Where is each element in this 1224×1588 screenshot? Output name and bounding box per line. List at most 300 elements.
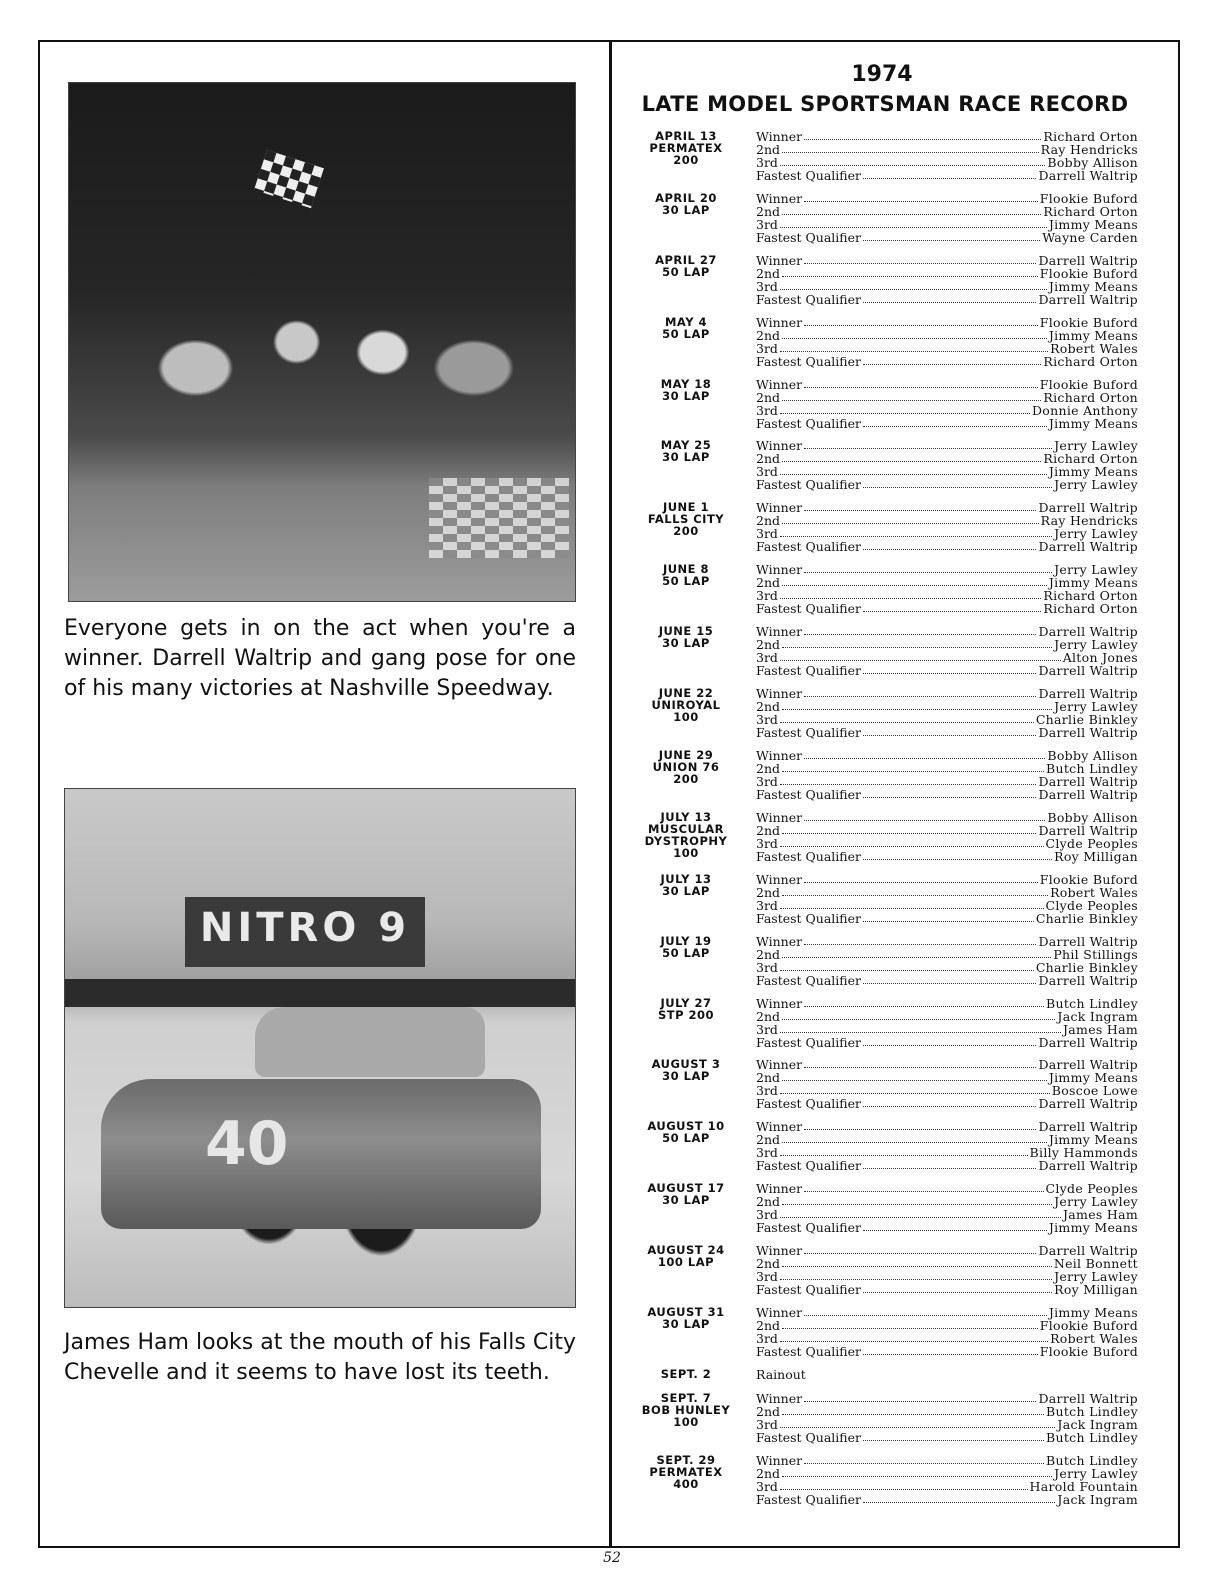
driver-name: Darrell Waltrip (1038, 1057, 1138, 1072)
left-column (40, 42, 609, 1546)
race-event-line: JUNE 15 (658, 624, 714, 638)
leader-dots (804, 316, 1038, 326)
race-event-line: 400 (673, 1477, 699, 1491)
driver-name: Jerry Lawley (1054, 526, 1138, 541)
driver-name: Robert Wales (1050, 885, 1138, 900)
result-label: 2nd (756, 204, 781, 219)
leader-dots (804, 501, 1036, 511)
leader-dots (780, 404, 1030, 414)
result-line (756, 169, 1138, 182)
leader-dots (782, 1071, 1047, 1081)
race-event (612, 501, 760, 537)
race-event (612, 1454, 760, 1490)
result-label: Fastest Qualifier (756, 1158, 861, 1173)
race-event (612, 749, 760, 785)
result-line (756, 478, 1138, 491)
race-event-line: 50 LAP (662, 265, 710, 279)
result-line (756, 1431, 1138, 1444)
leader-dots (780, 465, 1047, 475)
leader-dots (804, 687, 1036, 697)
leader-dots (863, 540, 1037, 550)
leader-dots (863, 726, 1037, 736)
result-label: Winner (756, 996, 803, 1011)
background-car (255, 1007, 485, 1077)
driver-name: Butch Lindley (1046, 761, 1138, 776)
result-label: Winner (756, 1243, 803, 1258)
result-label: Fastest Qualifier (756, 1430, 861, 1445)
leader-dots (782, 576, 1047, 586)
result-label: Winner (756, 191, 803, 206)
race-event-line: AUGUST 31 (647, 1305, 725, 1319)
leader-dots (863, 1221, 1047, 1231)
leader-dots (782, 205, 1041, 215)
race-event-line: 50 LAP (662, 946, 710, 960)
race-event (612, 254, 760, 278)
leader-dots (863, 478, 1052, 488)
result-label: Winner (756, 500, 803, 515)
result-label: 2nd (756, 637, 781, 652)
driver-name: Darrell Waltrip (1038, 1243, 1138, 1258)
result-line (756, 1159, 1138, 1172)
leader-dots (804, 192, 1038, 202)
result-label: 3rd (756, 217, 778, 232)
result-line (756, 293, 1138, 306)
result-label: 2nd (756, 1070, 781, 1085)
driver-name: Clyde Peoples (1045, 836, 1138, 851)
driver-name: Richard Orton (1043, 390, 1138, 405)
result-label: Fastest Qualifier (756, 1344, 861, 1359)
race-event-line: 30 LAP (662, 450, 710, 464)
result-label: Fastest Qualifier (756, 911, 861, 926)
result-label: 2nd (756, 1194, 781, 1209)
driver-name: Butch Lindley (1046, 1430, 1138, 1445)
result-line (756, 355, 1138, 368)
race-event-line: UNION 76 (652, 760, 720, 774)
driver-name: Richard Orton (1043, 129, 1138, 144)
result-label: Fastest Qualifier (756, 601, 861, 616)
leader-dots (782, 452, 1041, 462)
race-event-line: 100 (673, 710, 699, 724)
leader-dots (780, 1418, 1055, 1428)
race-event (612, 687, 760, 723)
race-event-line: APRIL 27 (655, 253, 717, 267)
result-line (756, 1345, 1138, 1358)
leader-dots (780, 1146, 1028, 1156)
result-label: 3rd (756, 774, 778, 789)
race-event (612, 1368, 760, 1380)
driver-name: Butch Lindley (1046, 996, 1138, 1011)
page-number: 52 (603, 1550, 621, 1566)
leader-dots (782, 700, 1052, 710)
result-label: Winner (756, 1181, 803, 1196)
result-label: Winner (756, 438, 803, 453)
leader-dots (782, 1195, 1052, 1205)
race-event (612, 130, 760, 166)
race-event (612, 1306, 760, 1330)
result-label: Fastest Qualifier (756, 168, 861, 183)
result-line (756, 1283, 1138, 1296)
result-label: 3rd (756, 960, 778, 975)
result-label: Fastest Qualifier (756, 787, 861, 802)
leader-dots (863, 355, 1041, 365)
result-label: Winner (756, 748, 803, 763)
race-event-line: JUNE 29 (658, 748, 714, 762)
driver-name: Darrell Waltrip (1038, 787, 1138, 802)
leader-dots (780, 651, 1061, 661)
result-label: Fastest Qualifier (756, 1282, 861, 1297)
right-column (612, 42, 1178, 1546)
checkered-flag-graphic (254, 150, 324, 208)
result-label: 3rd (756, 1083, 778, 1098)
leader-dots (780, 837, 1044, 847)
result-label: 3rd (756, 1022, 778, 1037)
leader-dots (780, 156, 1045, 166)
leader-dots (804, 378, 1038, 388)
leader-dots (782, 391, 1041, 401)
leader-dots (782, 1319, 1038, 1329)
driver-name: Richard Orton (1043, 451, 1138, 466)
result-label: Fastest Qualifier (756, 663, 861, 678)
result-label: 3rd (756, 1331, 778, 1346)
race-event-line: APRIL 13 (655, 129, 717, 143)
result-label: Winner (756, 315, 803, 330)
race-event (612, 625, 760, 649)
race-event (612, 811, 760, 859)
result-label: Winner (756, 562, 803, 577)
leader-dots (782, 1257, 1052, 1267)
result-line (756, 231, 1138, 244)
leader-dots (863, 602, 1041, 612)
race-event (612, 1120, 760, 1144)
driver-name: Jimmy Means (1048, 416, 1138, 431)
result-label: Winner (756, 377, 803, 392)
photo1-caption: Everyone gets in on the act when you're a winner. Darrell Waltrip and gang pose for one of his many victories at Nashville Speedway. (64, 616, 576, 701)
race-event (612, 439, 760, 463)
leader-dots (780, 342, 1048, 352)
result-label: Fastest Qualifier (756, 354, 861, 369)
driver-name: Jerry Lawley (1054, 699, 1138, 714)
race-event-line: AUGUST 24 (647, 1243, 725, 1257)
leader-dots (780, 961, 1034, 971)
leader-dots (804, 563, 1052, 573)
driver-name: Jack Ingram (1057, 1009, 1138, 1024)
driver-name: Flookie Buford (1039, 266, 1138, 281)
driver-name: Jimmy Means (1048, 1132, 1138, 1147)
leader-dots (782, 948, 1051, 958)
result-line (756, 1221, 1138, 1234)
driver-name: Darrell Waltrip (1038, 500, 1138, 515)
result-label: 2nd (756, 1132, 781, 1147)
result-label: 2nd (756, 1009, 781, 1024)
race-event-line: AUGUST 17 (647, 1181, 725, 1195)
driver-name: James Ham (1062, 1022, 1138, 1037)
result-label: Winner (756, 1305, 803, 1320)
leader-dots (863, 1493, 1055, 1503)
result-label: 3rd (756, 588, 778, 603)
leader-dots (804, 935, 1036, 945)
driver-name: Richard Orton (1043, 204, 1138, 219)
result-label: Fastest Qualifier (756, 725, 861, 740)
driver-name: Robert Wales (1050, 1331, 1138, 1346)
leader-dots (782, 267, 1038, 277)
result-label: Fastest Qualifier (756, 230, 861, 245)
leader-dots (804, 873, 1038, 883)
victory-lane-photo (68, 82, 576, 602)
result-line (756, 1368, 1138, 1381)
driver-name: Bobby Allison (1047, 155, 1138, 170)
race-event-line: 200 (673, 153, 699, 167)
driver-name: Darrell Waltrip (1038, 253, 1138, 268)
leader-dots (804, 1392, 1036, 1402)
result-label: Winner (756, 872, 803, 887)
result-label: 2nd (756, 390, 781, 405)
leader-dots (782, 514, 1039, 524)
result-line (756, 788, 1138, 801)
driver-name: Darrell Waltrip (1038, 934, 1138, 949)
race-event-line: PERMATEX (649, 1465, 723, 1479)
leader-dots (863, 169, 1037, 179)
race-event (612, 1182, 760, 1206)
driver-name: Jimmy Means (1048, 1220, 1138, 1235)
leader-dots (780, 589, 1041, 599)
leader-dots (780, 1270, 1052, 1280)
driver-name: Jerry Lawley (1054, 477, 1138, 492)
driver-name: Charlie Binkley (1035, 712, 1138, 727)
leader-dots (782, 329, 1047, 339)
driver-name: Darrell Waltrip (1038, 1119, 1138, 1134)
result-label: 3rd (756, 1479, 778, 1494)
driver-name: Ray Hendricks (1040, 513, 1138, 528)
driver-name: Butch Lindley (1046, 1404, 1138, 1419)
race-event-line: 200 (673, 524, 699, 538)
race-event-line: 30 LAP (662, 1069, 710, 1083)
leader-dots (863, 293, 1037, 303)
result-line (756, 602, 1138, 615)
driver-name: Clyde Peoples (1045, 1181, 1138, 1196)
race-event-line: APRIL 20 (655, 191, 717, 205)
driver-name: Jimmy Means (1048, 217, 1138, 232)
race-event-line: 50 LAP (662, 1131, 710, 1145)
leader-dots (804, 439, 1052, 449)
leader-dots (863, 1283, 1052, 1293)
driver-name: Harold Fountain (1029, 1479, 1138, 1494)
leader-dots (863, 850, 1052, 860)
leader-dots (780, 1208, 1061, 1218)
driver-name: Jimmy Means (1048, 1070, 1138, 1085)
driver-name: Darrell Waltrip (1038, 624, 1138, 639)
driver-name: Roy Milligan (1054, 849, 1138, 864)
leader-dots (804, 1120, 1036, 1130)
result-label: 2nd (756, 885, 781, 900)
result-label: Fastest Qualifier (756, 1220, 861, 1235)
race-event-line: 30 LAP (662, 389, 710, 403)
driver-name: Darrell Waltrip (1038, 1391, 1138, 1406)
leader-dots (863, 912, 1034, 922)
result-label: 2nd (756, 513, 781, 528)
leader-dots (780, 1480, 1028, 1490)
driver-name: Jimmy Means (1048, 575, 1138, 590)
driver-name: Darrell Waltrip (1038, 725, 1138, 740)
result-label: Fastest Qualifier (756, 1492, 861, 1507)
race-event (612, 1244, 760, 1268)
driver-name: Ray Hendricks (1040, 142, 1138, 157)
driver-name: Flookie Buford (1039, 1344, 1138, 1359)
race-event-line: 30 LAP (662, 636, 710, 650)
driver-name: Bobby Allison (1047, 810, 1138, 825)
race-event-line: JUNE 1 (662, 500, 710, 514)
leader-dots (804, 625, 1036, 635)
leader-dots (863, 231, 1040, 241)
driver-name: Jimmy Means (1048, 1305, 1138, 1320)
race-event-line: JUNE 8 (662, 562, 710, 576)
race-event-line: JUNE 22 (658, 686, 714, 700)
leader-dots (804, 1454, 1044, 1464)
driver-name: Boscoe Lowe (1051, 1083, 1138, 1098)
result-label: 3rd (756, 155, 778, 170)
race-event-line: UNIROYAL (651, 698, 721, 712)
race-event-line: FALLS CITY (647, 512, 725, 526)
leader-dots (782, 1405, 1044, 1415)
driver-name: Jimmy Means (1048, 464, 1138, 479)
result-label: 3rd (756, 526, 778, 541)
result-label: Winner (756, 1453, 803, 1468)
result-label: 3rd (756, 464, 778, 479)
driver-name: Robert Wales (1050, 341, 1138, 356)
result-line (756, 540, 1138, 553)
leader-dots (804, 130, 1041, 140)
race-event-line: 50 LAP (662, 574, 710, 588)
leader-dots (804, 1182, 1043, 1192)
driver-name: Flookie Buford (1039, 191, 1138, 206)
leader-dots (782, 886, 1048, 896)
driver-name: Flookie Buford (1039, 872, 1138, 887)
driver-name: Donnie Anthony (1031, 403, 1138, 418)
leader-dots (804, 749, 1045, 759)
leader-dots (804, 254, 1036, 264)
driver-name: Richard Orton (1043, 354, 1138, 369)
leader-dots (804, 1306, 1047, 1316)
leader-dots (780, 1332, 1048, 1342)
race-event-line: 100 (673, 1415, 699, 1429)
leader-dots (782, 638, 1052, 648)
leader-dots (782, 762, 1044, 772)
result-label: 2nd (756, 142, 781, 157)
driver-name: Jerry Lawley (1054, 1269, 1138, 1284)
driver-name: Phil Stillings (1053, 947, 1138, 962)
race-event-line: MUSCULAR (648, 822, 724, 836)
leader-dots (804, 1244, 1036, 1254)
race-event (612, 935, 760, 959)
driver-name: Clyde Peoples (1045, 898, 1138, 913)
race-event-line: BOB HUNLEY (641, 1403, 731, 1417)
driver-name: Wayne Carden (1042, 230, 1138, 245)
result-line (756, 417, 1138, 430)
driver-name: Jack Ingram (1057, 1492, 1138, 1507)
result-label: 2nd (756, 1318, 781, 1333)
driver-name: Jerry Lawley (1054, 438, 1138, 453)
result-label: Fastest Qualifier (756, 1096, 861, 1111)
chevelle-car (101, 1079, 541, 1229)
driver-name: Charlie Binkley (1035, 960, 1138, 975)
result-label: 3rd (756, 1145, 778, 1160)
result-label: 2nd (756, 575, 781, 590)
result-label: Winner (756, 624, 803, 639)
leader-dots (863, 974, 1037, 984)
record-year: 1974 (851, 62, 913, 87)
driver-name: Darrell Waltrip (1038, 686, 1138, 701)
driver-name: Jack Ingram (1057, 1417, 1138, 1432)
driver-name: Darrell Waltrip (1038, 774, 1138, 789)
result-label: 2nd (756, 328, 781, 343)
race-event-line: STP 200 (657, 1008, 715, 1022)
driver-name: Darrell Waltrip (1038, 823, 1138, 838)
race-event (612, 316, 760, 340)
result-label: 3rd (756, 898, 778, 913)
result-label: 2nd (756, 823, 781, 838)
driver-name: Richard Orton (1043, 588, 1138, 603)
result-label: 2nd (756, 1404, 781, 1419)
driver-name: Darrell Waltrip (1038, 1158, 1138, 1173)
race-event (612, 563, 760, 587)
result-line (756, 1097, 1138, 1110)
result-label: Fastest Qualifier (756, 539, 861, 554)
driver-name: Jerry Lawley (1054, 562, 1138, 577)
result-label: 3rd (756, 712, 778, 727)
driver-name: Roy Milligan (1054, 1282, 1138, 1297)
result-label: Fastest Qualifier (756, 477, 861, 492)
driver-name: Darrell Waltrip (1038, 1096, 1138, 1111)
leader-dots (780, 775, 1037, 785)
result-label: Winner (756, 1119, 803, 1134)
result-label: Fastest Qualifier (756, 1035, 861, 1050)
result-label: 3rd (756, 650, 778, 665)
race-event-line: 50 LAP (662, 327, 710, 341)
driver-name: Flookie Buford (1039, 377, 1138, 392)
leader-dots (782, 1010, 1055, 1020)
race-event-line: 30 LAP (662, 203, 710, 217)
leader-dots (780, 527, 1052, 537)
leader-dots (780, 1084, 1050, 1094)
driver-name: Billy Hammonds (1029, 1145, 1138, 1160)
race-event (612, 1058, 760, 1082)
race-event (612, 378, 760, 402)
result-label: 3rd (756, 1269, 778, 1284)
leader-dots (863, 1345, 1038, 1355)
leader-dots (863, 1159, 1037, 1169)
result-line (756, 1036, 1138, 1049)
race-event (612, 873, 760, 897)
result-label: 2nd (756, 266, 781, 281)
leader-dots (863, 1036, 1037, 1046)
race-event-line: DYSTROPHY (644, 834, 728, 848)
result-label: 3rd (756, 279, 778, 294)
result-label: 3rd (756, 1207, 778, 1222)
driver-name: Jimmy Means (1048, 279, 1138, 294)
race-event-line: SEPT. 29 (656, 1453, 716, 1467)
race-event-line: SEPT. 7 (660, 1391, 712, 1405)
driver-name: James Ham (1062, 1207, 1138, 1222)
result-label: 3rd (756, 403, 778, 418)
driver-name: Jerry Lawley (1054, 637, 1138, 652)
driver-name: Darrell Waltrip (1038, 292, 1138, 307)
leader-dots (863, 664, 1037, 674)
leader-dots (782, 1133, 1047, 1143)
leader-dots (804, 997, 1044, 1007)
result-label: Winner (756, 1057, 803, 1072)
result-line (756, 974, 1138, 987)
driver-name: Darrell Waltrip (1038, 168, 1138, 183)
race-event-line: AUGUST 10 (647, 1119, 725, 1133)
